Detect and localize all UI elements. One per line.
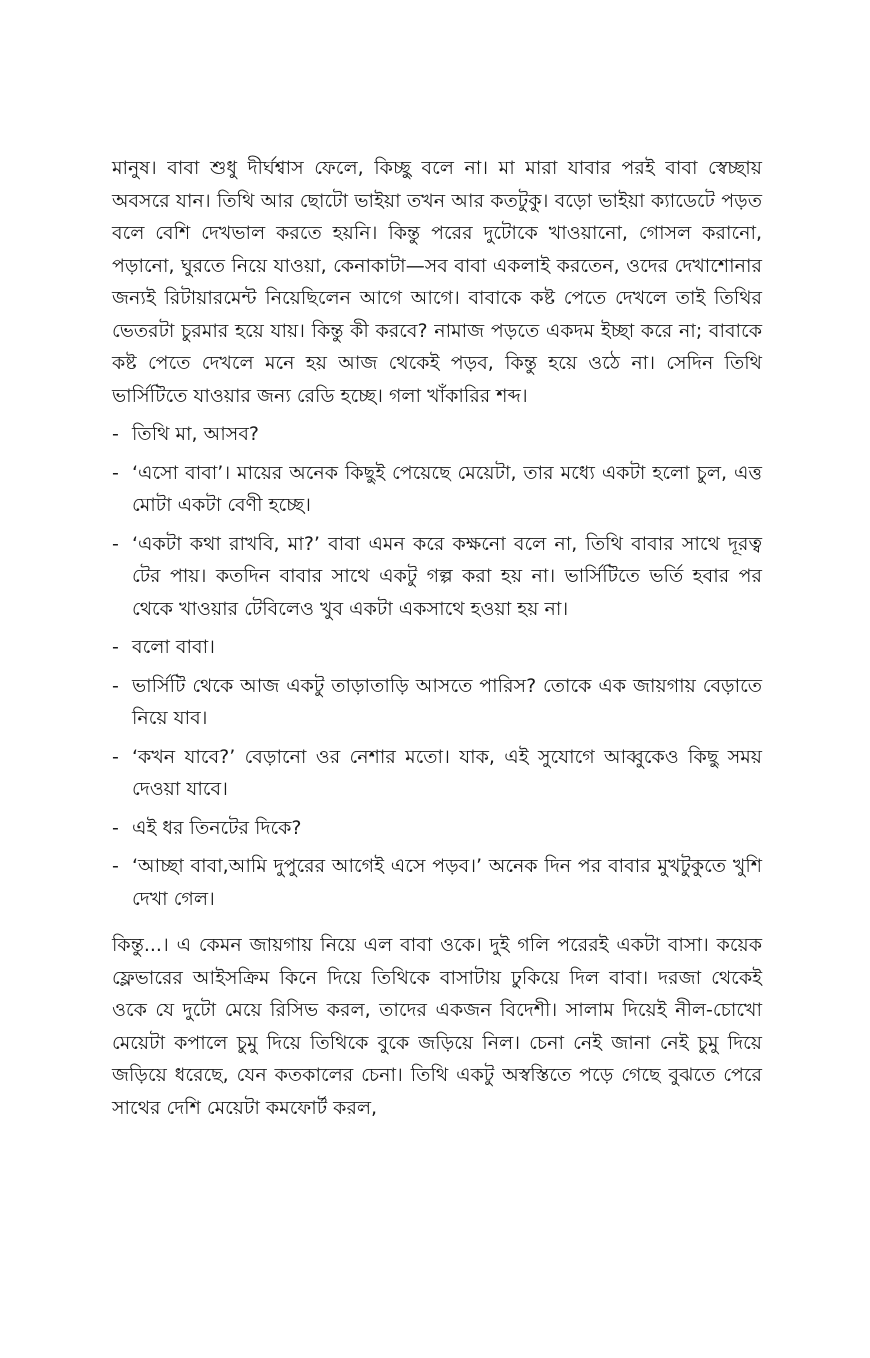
dialogue-dash: - — [112, 745, 119, 768]
dialogue-text: ভার্সিটি থেকে আজ একটু তাড়াতাড়ি আসতে পারিস? তোকে এক জায়গায় বেড়াতে নিয়ে যাব। — [132, 674, 762, 729]
dialogue-text: বলো বাবা। — [132, 636, 215, 658]
dialogue-text: ‘এসো বাবা’। মায়ের অনেক কিছুই পেয়েছে মেয়েটা, তার মধ্যে একটা হলো চুল, এত্ত মোটা একটা বেণী হচ্ছে। — [132, 461, 762, 516]
book-page — [112, 152, 762, 1124]
dialogue-dash: - — [112, 423, 119, 445]
dialogue-line — [112, 457, 762, 522]
dialogue-dash: - — [112, 532, 119, 555]
dialogue-dash: - — [112, 461, 119, 484]
dialogue-dash: - — [112, 636, 119, 658]
opening-paragraph: মানুষ। বাবা শুধু দীর্ঘশ্বাস ফেলে, কিচ্ছু বলে না। মা মারা যাবার পরই বাবা স্বেচ্ছায় অবসরে যান। তিথি আর ছোটো ভাইয়া তখন আর কতটুকু। বড়ো ভাইয়া ক্যাডেটে পড়ত বলে বেশি দেখভাল করতে হয়নি। কিন্তু পরের দুটোকে খাওয়ানো, গোসল করানো, পড়ানো, ঘুরতে নিয়ে যাওয়া, কেনাকাটা—সব বাবা একলাই করতেন, ওদের দেখাশোনার জন্যই রিটায়ারমেন্ট নিয়েছিলেন আগে আগে। বাবাকে কষ্ট পেতে দেখলে তাই তিথির ভেতরটা চুরমার হয়ে যায়। কিন্তু কী করবে? নামাজ পড়তে একদম ইচ্ছা করে না; বাবাকে কষ্ট পেতে দেখলে মনে হয় আজ থেকেই পড়ব, কিন্তু হয়ে ওঠে না। সেদিন তিথি ভার্সিটিতে যাওয়ার জন্য রেডি হচ্ছে। গলা খাঁকারির শব্দ। — [112, 157, 762, 407]
dialogue-line — [112, 850, 762, 915]
dialogue-text: ‘একটা কথা রাখবি, মা?’ বাবা এমন করে কক্ষনো বলে না, তিথি বাবার সাথে দূরত্ব টের পায়। কতদিন বাবার সাথে একটু গল্প করা হয় না। ভার্সিটিতে ভর্তি হবার পর থেকে খাওয়ার টেবিলেও খুব একটা একসাথে হওয়া হয় না। — [132, 532, 762, 620]
dialogue-line — [112, 741, 762, 806]
dialogue-text: এই ধর তিনটের দিকে? — [132, 816, 302, 839]
dialogue-dash: - — [112, 674, 119, 697]
dialogue-text: ‘কখন যাবে?’ বেড়ানো ওর নেশার মতো। যাক, এই সুযোগে আব্বুকেও কিছু সময় দেওয়া যাবে। — [132, 745, 762, 800]
dialogue-text: তিথি মা, আসব? — [132, 423, 259, 445]
dialogue-line — [112, 631, 762, 664]
dialogue-text: ‘আচ্ছা বাবা,আমি দুপুরের আগেই এসে পড়ব।’ অনেক দিন পর বাবার মুখটুকুতে খুশি দেখা গেল। — [132, 855, 762, 910]
dialogue-line — [112, 528, 762, 626]
dialogue-line — [112, 418, 762, 451]
dialogue-dash: - — [112, 816, 119, 839]
dialogue-dash: - — [112, 855, 119, 877]
closing-paragraph: কিন্তু...। এ কেমন জায়গায় নিয়ে এল বাবা ওকে। দুই গলি পরেরই একটা বাসা। কয়েক ফ্লেভারের আইসক্রিম কিনে দিয়ে তিথিকে বাসাটায় ঢুকিয়ে দিল বাবা। দরজা থেকেই ওকে যে দুটো মেয়ে রিসিভ করল, তাদের একজন বিদেশী। সালাম দিয়েই নীল-চোখো মেয়েটা কপালে চুমু দিয়ে তিথিকে বুকে জড়িয়ে নিল। চেনা নেই জানা নেই চুমু দিয়ে জড়িয়ে ধরেছে, যেন কতকালের চেনা। তিথি একটু অস্বস্তিতে পড়ে গেছে বুঝতে পেরে সাথের দেশি মেয়েটা কমফোর্ট করল, — [112, 934, 762, 1119]
dialogue-line — [112, 812, 762, 845]
dialogue-list — [112, 418, 762, 915]
dialogue-line — [112, 670, 762, 735]
